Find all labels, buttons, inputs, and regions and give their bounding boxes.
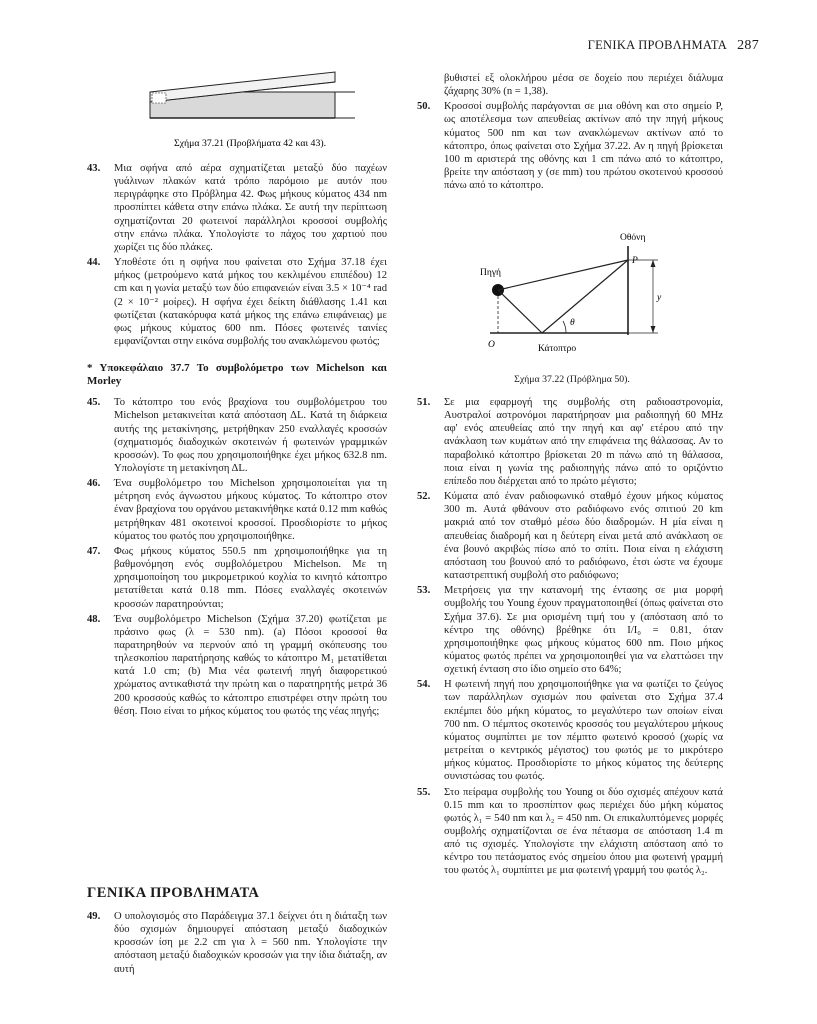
right-column-lower xyxy=(417,396,723,880)
problem-51 xyxy=(417,396,723,488)
problem-44 xyxy=(87,256,387,348)
dim-arrow-top xyxy=(651,260,656,267)
problem-number: 55. xyxy=(417,786,431,798)
problem-number: 44. xyxy=(87,257,101,269)
problem-text: Κροσσοί συμβολής παράγονται σε μια οθόνη και στο σημείο P, ως αποτέλεσμα των απευθείας ακτίνων από την πηγή μήκους κύματος 500 nm και των ανακλώμενων ακτίνων από το κάτοπτρο, όπως φαίνεται στο Σχήμα 37.22. Αν η πηγή βρίσκεται 100 m αριστερά της οθόνης και 1 cm πάνω από το κάτοπτρο, βρείτε την απόσταση y (σε mm) του πρώτου σκοτεινού κροσσού πάνω από το κάτοπτρο. xyxy=(444,101,723,192)
problem-text: Μια σφήνα από αέρα σχηματίζεται μεταξύ δύο παχέων γυάλινων πλακών κατά τρόπο παρόμοιο με αυτόν που περιγράφηκε στο Πρόβλημα 42. Φως μήκους κύματος 434 nm προσπίπτει κάθετα στην επάνω πλάκα. Σε αυτή την περίπτωση σχηματίζονται 20 φωτεινοί παράλληλοι κροσσοί συμβολής στην επάνω πλάκα. Υπολογίστε το πάχος του χαρτιού που χωρίζει τις δύο πλάκες. xyxy=(114,163,387,253)
incident-ray xyxy=(498,290,542,333)
problem-number: 43. xyxy=(87,163,101,174)
figure-37-21-caption: Σχήμα 37.21 (Προβλήματα 42 και 43). xyxy=(173,138,327,149)
problem-number: 49. xyxy=(87,911,101,922)
problem-53 xyxy=(417,584,723,676)
label-O: O xyxy=(488,340,495,350)
direct-ray xyxy=(498,260,628,290)
section-heading-37-7: * Υποκεφάλαιο 37.7 Το συμβολόμετρο των Michelson και Morley xyxy=(87,362,387,388)
problem-text: Ένα συμβολόμετρο Michelson (Σχήμα 37.20) φωτίζεται με πράσινο φως (λ = 530 nm). (a) Πόσοι κροσσοί θα παρατηρηθούν να περνούν από τη γραμμή σκόπευσης του τηλεσκοπίου παρατήρησης καθώς το κάτοπτρο M₁ μετατίθεται κατά 1.0 cm; (b) Μια νέα φωτεινή πηγή διαφορετικού χρώματος αντικαθιστά την πρώτη και ο παρατηρητής μετρά 36 200 κροσσούς καθώς το κάτοπτρο επιστρέφει στην πρώτη του θέση. Ποιο είναι το μήκος κύματος του φωτός της νέας πηγής; xyxy=(114,613,387,717)
problem-number: 46. xyxy=(87,478,101,490)
running-title: ΓΕΝΙΚΑ ΠΡΟΒΛΗΜΑΤΑ xyxy=(587,38,728,52)
right-column xyxy=(417,72,723,194)
problem-45 xyxy=(87,396,387,475)
problem-text: Ένα συμβολόμετρο του Michelson χρησιμοποιείται για τη μέτρηση ενός άγνωστου μήκους κύματος. Το κάτοπτρο στον έναν βραχίονα του οργάνου μετακινήθηκε κατά 0.12 mm καθώς μετρήθηκαν 481 σκοτεινοί κροσσοί. Προσδιορίστε το μήκος κύματος του φωτός που χρησιμοποιήθηκε. xyxy=(114,478,387,542)
problem-number: 45. xyxy=(87,397,101,409)
left-column-bottom xyxy=(87,910,387,978)
problem-47 xyxy=(87,545,387,611)
problem-number: 51. xyxy=(417,397,431,408)
reflected-ray xyxy=(542,260,628,333)
problem-number: 50. xyxy=(417,101,431,113)
label-theta: θ xyxy=(570,318,575,328)
problem-number: 47. xyxy=(87,545,101,557)
figure-37-21-wedge xyxy=(130,62,370,154)
label-y: y xyxy=(657,293,662,303)
problem-text: Υποθέστε ότι η σφήνα που φαίνεται στο Σχήμα 37.18 έχει μήκος (μετρούμενο κατά μήκος του κεκλιμένου επιπέδου) 12 cm και η γωνία μεταξύ των δύο επιφανειών είναι 3.5 × 10⁻⁴ rad (2 × 10⁻² μοίρες). Η σφήνα έχει δείκτη διάθλασης 1.41 και φωτίζεται (κατακόρυφα κατά μήκος της επάνω επιφάνειας) με φως μήκους κύματος 600 nm. Πόσες φωτεινές ταινίες εμφανίζονται στην εικόνα συμβολής του ανακλώμενου φωτός; xyxy=(114,257,387,348)
label-P: P xyxy=(632,256,638,266)
problem-text: Η φωτεινή πηγή που χρησιμοποιήθηκε για να φωτίζει το ζεύγος των παράλληλων σχισμών που φαίνεται στο Σχήμα 37.4 εκπέμπει δύο μήκη κύματος, το μεγαλύτερο των οποίων είναι 700 nm. Ο πέμπτος σκοτεινός κροσσός του μεγαλύτερου μήκους κύματος συμπίπτει με τον πέμπτο φωτεινό κροσσό (χωρίς να μετρείται ο κεντρικός μέγιστος) του φωτός με το μικρότερο μήκος κύματος. Προσδιορίστε το μήκος κύματος της δεύτερης συνιστώσας του φωτός. xyxy=(444,679,723,783)
problem-text: Μετρήσεις για την κατανομή της έντασης σε μια μορφή συμβολής του Young έχουν πραγματοποιηθεί (όπως φαίνεται στο Σχήμα 37.6). Σε μια ορισμένη τιμή του y (απόσταση από το κέντρο της οθόνης) βρέθηκε ότι I/I₀ = 0.81, όταν χρησιμοποιήθηκε φως μήκους κύματος 600 nm. Ποιο μήκος κύματος φωτός πρέπει να χρησιμοποιηθεί για να ελαττώσει την σχετική ένταση στο ίδιο σημείο στο 64%; xyxy=(444,585,723,676)
problem-55 xyxy=(417,786,723,878)
problem-number: 54. xyxy=(417,679,431,691)
problem-number: 52. xyxy=(417,491,431,503)
figure-37-22-lloyd-mirror xyxy=(470,230,700,375)
general-problems-heading: ΓΕΝΙΚΑ ΠΡΟΒΛΗΜΑΤΑ xyxy=(87,885,260,901)
running-header xyxy=(588,38,759,54)
problem-text: Στο πείραμα συμβολής του Young οι δύο σχισμές απέχουν κατά 0.15 mm και το προσπίπτον φως περιέχει δύο μήκη κύματος φωτός λ₁ = 540 nm και λ₂ = 450 nm. Οι επικαλυπτόμενες μορφές συμβολής σχηματίζονται σε ένα πέτασμα σε απόσταση 1.4 m από τις σχισμές. Υπολογίστε την ελάχιστη απόσταση από το κέντρο του πετάσματος ενός σημείου όπου μια φωτεινή γραμμή του φωτός λ₁ συμπίπτει με μια φωτεινή γραμμή του φωτός λ₂. xyxy=(444,786,723,877)
problem-43 xyxy=(87,162,387,254)
angle-arc xyxy=(563,321,566,333)
problem-49 xyxy=(87,910,387,976)
problem-text: Φως μήκους κύματος 550.5 nm χρησιμοποιήθηκε για τη βαθμονόμηση ενός συμβολόμετρου Michelson. Με τη χρησιμοποίηση του μικρομετρικού κοχλία το κινητό κάτοπτρο μετατίθεται κατά 0.18 mm. Πόσες εναλλαγές σκοτεινών κροσσών παρατηρούνται; xyxy=(114,545,387,610)
problem-46 xyxy=(87,477,387,543)
problem-text: Το κάτοπτρο του ενός βραχίονα του συμβολόμετρου του Michelson μετακινείται κατά απόσταση ΔL. Κατά τη διάρκεια αυτής της μετακίνησης, μετρήθηκαν 250 εναλλαγές κροσσών (σχηματισμός διαδοχικών σκοτεινών ή φωτεινών γραμμικών κροσσών). Το φως που χρησιμοποιήθηκε έχει μήκος 632.8 nm. Υπολογίστε τη μετακίνηση ΔL. xyxy=(114,397,387,474)
page-number: 287 xyxy=(737,38,759,53)
problem-text: Σε μια εφαρμογή της συμβολής στη ραδιοαστρονομία, Αυστραλοί αστρονόμοι παρατήρησαν μια ραδιοπηγή 60 MHz αφ' ενός απευθείας από την πηγή και αφ' ετέρου από την ανάκλαση των κυμάτων από την επιφάνεια της θάλασσας. Αν το παραβολικό κάτοπτρο βρίσκεται 20 m πάνω από τη θάλασσα, ποια είναι η γωνία της ραδιοπηγής πάνω από το οριζόντιο επίπεδο που διέρχεται από το πρώτο μέγιστο; xyxy=(444,397,723,487)
label-mirror: Κάτοπτρο xyxy=(538,344,577,354)
left-column xyxy=(87,162,387,720)
label-source: Πηγή xyxy=(480,268,501,278)
figure-37-22-caption: Σχήμα 37.22 (Πρόβλημα 50). xyxy=(514,374,630,385)
problem-54 xyxy=(417,678,723,783)
problem-52 xyxy=(417,490,723,582)
problem-number: 48. xyxy=(87,613,101,625)
dim-arrow-bottom xyxy=(651,326,656,333)
problem-50 xyxy=(417,100,723,192)
problem-text: Ο υπολογισμός στο Παράδειγμα 37.1 δείχνει ότι η διάταξη των δύο σχισμών δημιουργεί απόσταση μεταξύ διαδοχικών κροσσών ίση με 2.2 cm για λ = 560 nm. Υπολογίστε την απόσταση μεταξύ διαδοχικών κροσσών για την ίδια διάταξη, αν αυτή xyxy=(114,911,387,975)
problem-text: Κύματα από έναν ραδιοφωνικό σταθμό έχουν μήκος κύματος 300 m. Αυτά φθάνουν στο ραδιόφωνο ενός σπιτιού 20 km μακριά από τον σταθμό μέσω δύο διαδρομών. Η μία είναι η απευθείας διαδρομή και η δεύτερη είναι μετά από ανάκλαση σε ένα βουνό ακριβώς πίσω από το σπίτι. Ποια είναι η ελάχιστη απόσταση του βουνού από το ραδιόφωνο, έτσι ώστε να έχουμε καταστρεπτική συμβολή στο ραδιόφωνο; xyxy=(444,491,723,582)
problem-number: 53. xyxy=(417,585,431,597)
problem-48 xyxy=(87,613,387,718)
problem-49-continued: βυθιστεί εξ ολοκλήρου μέσα σε δοχείο που περιέχει διάλυμα ζάχαρης 30% (n = 1,38). xyxy=(444,73,723,98)
label-screen: Οθόνη xyxy=(620,233,646,243)
